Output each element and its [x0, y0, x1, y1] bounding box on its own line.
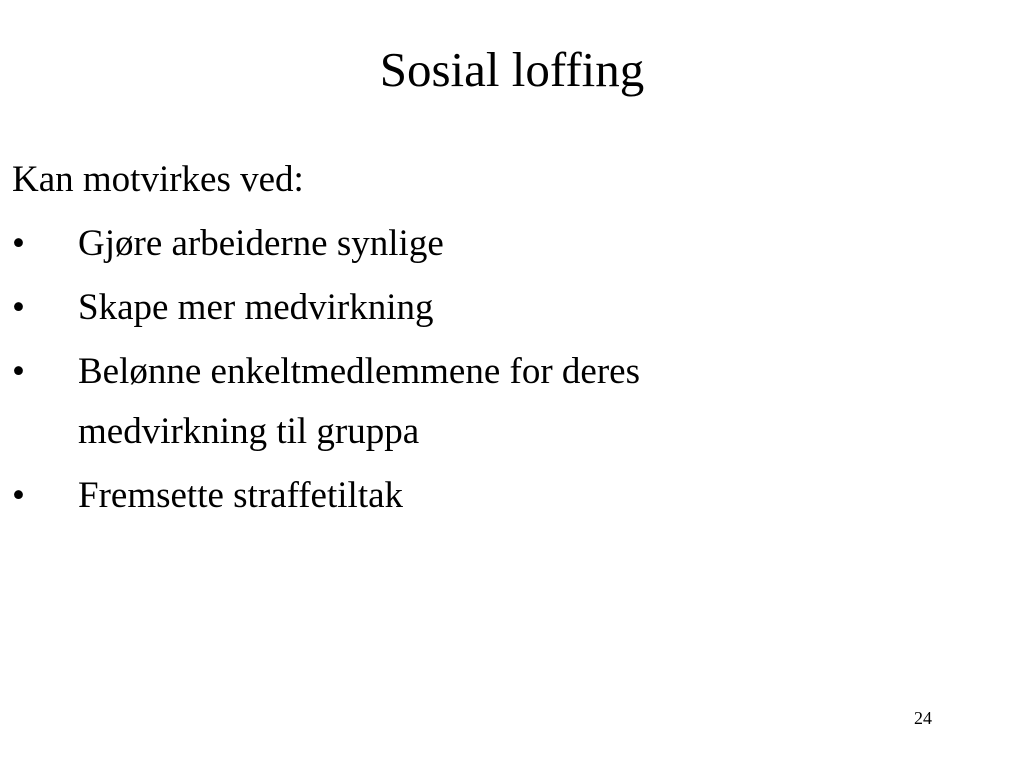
- bullet-icon: •: [12, 287, 25, 328]
- bullet-text: Fremsette straffetiltak: [78, 475, 404, 516]
- bullet-icon: •: [12, 475, 25, 516]
- bullet-text: Skape mer medvirkning: [78, 287, 434, 328]
- bullet-list: [12, 214, 912, 530]
- bullet-text: Gjøre arbeiderne synlige: [78, 223, 444, 264]
- bullet-icon: •: [12, 351, 25, 392]
- page-number: 24: [914, 708, 932, 728]
- slide-title: Sosial loffing: [379, 42, 645, 97]
- bullet-item: [12, 278, 912, 338]
- bullet-item: [12, 214, 912, 274]
- bullet-item: [12, 342, 808, 462]
- bullet-icon: •: [12, 223, 25, 264]
- bullet-item: [12, 466, 912, 526]
- bullet-text: Belønne enkeltmedlemmene for deres medvirkning til gruppa: [78, 351, 640, 452]
- intro-text: Kan motvirkes ved:: [12, 159, 304, 200]
